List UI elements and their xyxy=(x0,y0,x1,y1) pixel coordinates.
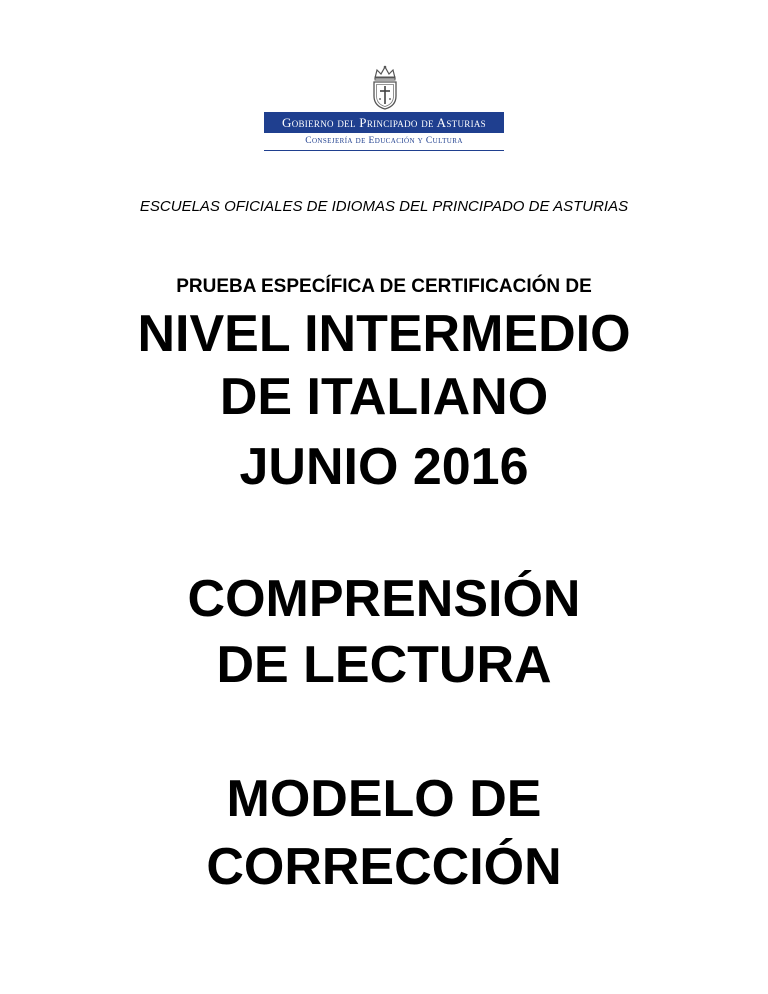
government-banner: Gobierno del Principado de Asturias xyxy=(264,112,504,133)
section-title-line-1: COMPRENSIÓN xyxy=(187,570,581,628)
document-type-line-2: CORRECCIÓN xyxy=(206,838,562,896)
asturias-crest-icon xyxy=(370,64,400,110)
header-divider xyxy=(264,150,504,151)
exam-date: JUNIO 2016 xyxy=(239,438,529,496)
school-line: ESCUELAS OFICIALES DE IDIOMAS DEL PRINCIPADO DE ASTURIAS xyxy=(139,198,629,215)
level-title-line-1: NIVEL INTERMEDIO xyxy=(137,305,631,363)
department-name: Consejería de Educación y Cultura xyxy=(305,136,463,146)
exam-line: PRUEBA ESPECÍFICA DE CERTIFICACIÓN DE xyxy=(176,276,592,297)
level-title-line-2: DE ITALIANO xyxy=(219,368,549,426)
document-type-line-1: MODELO DE xyxy=(226,770,542,828)
section-title-line-2: DE LECTURA xyxy=(216,636,552,694)
